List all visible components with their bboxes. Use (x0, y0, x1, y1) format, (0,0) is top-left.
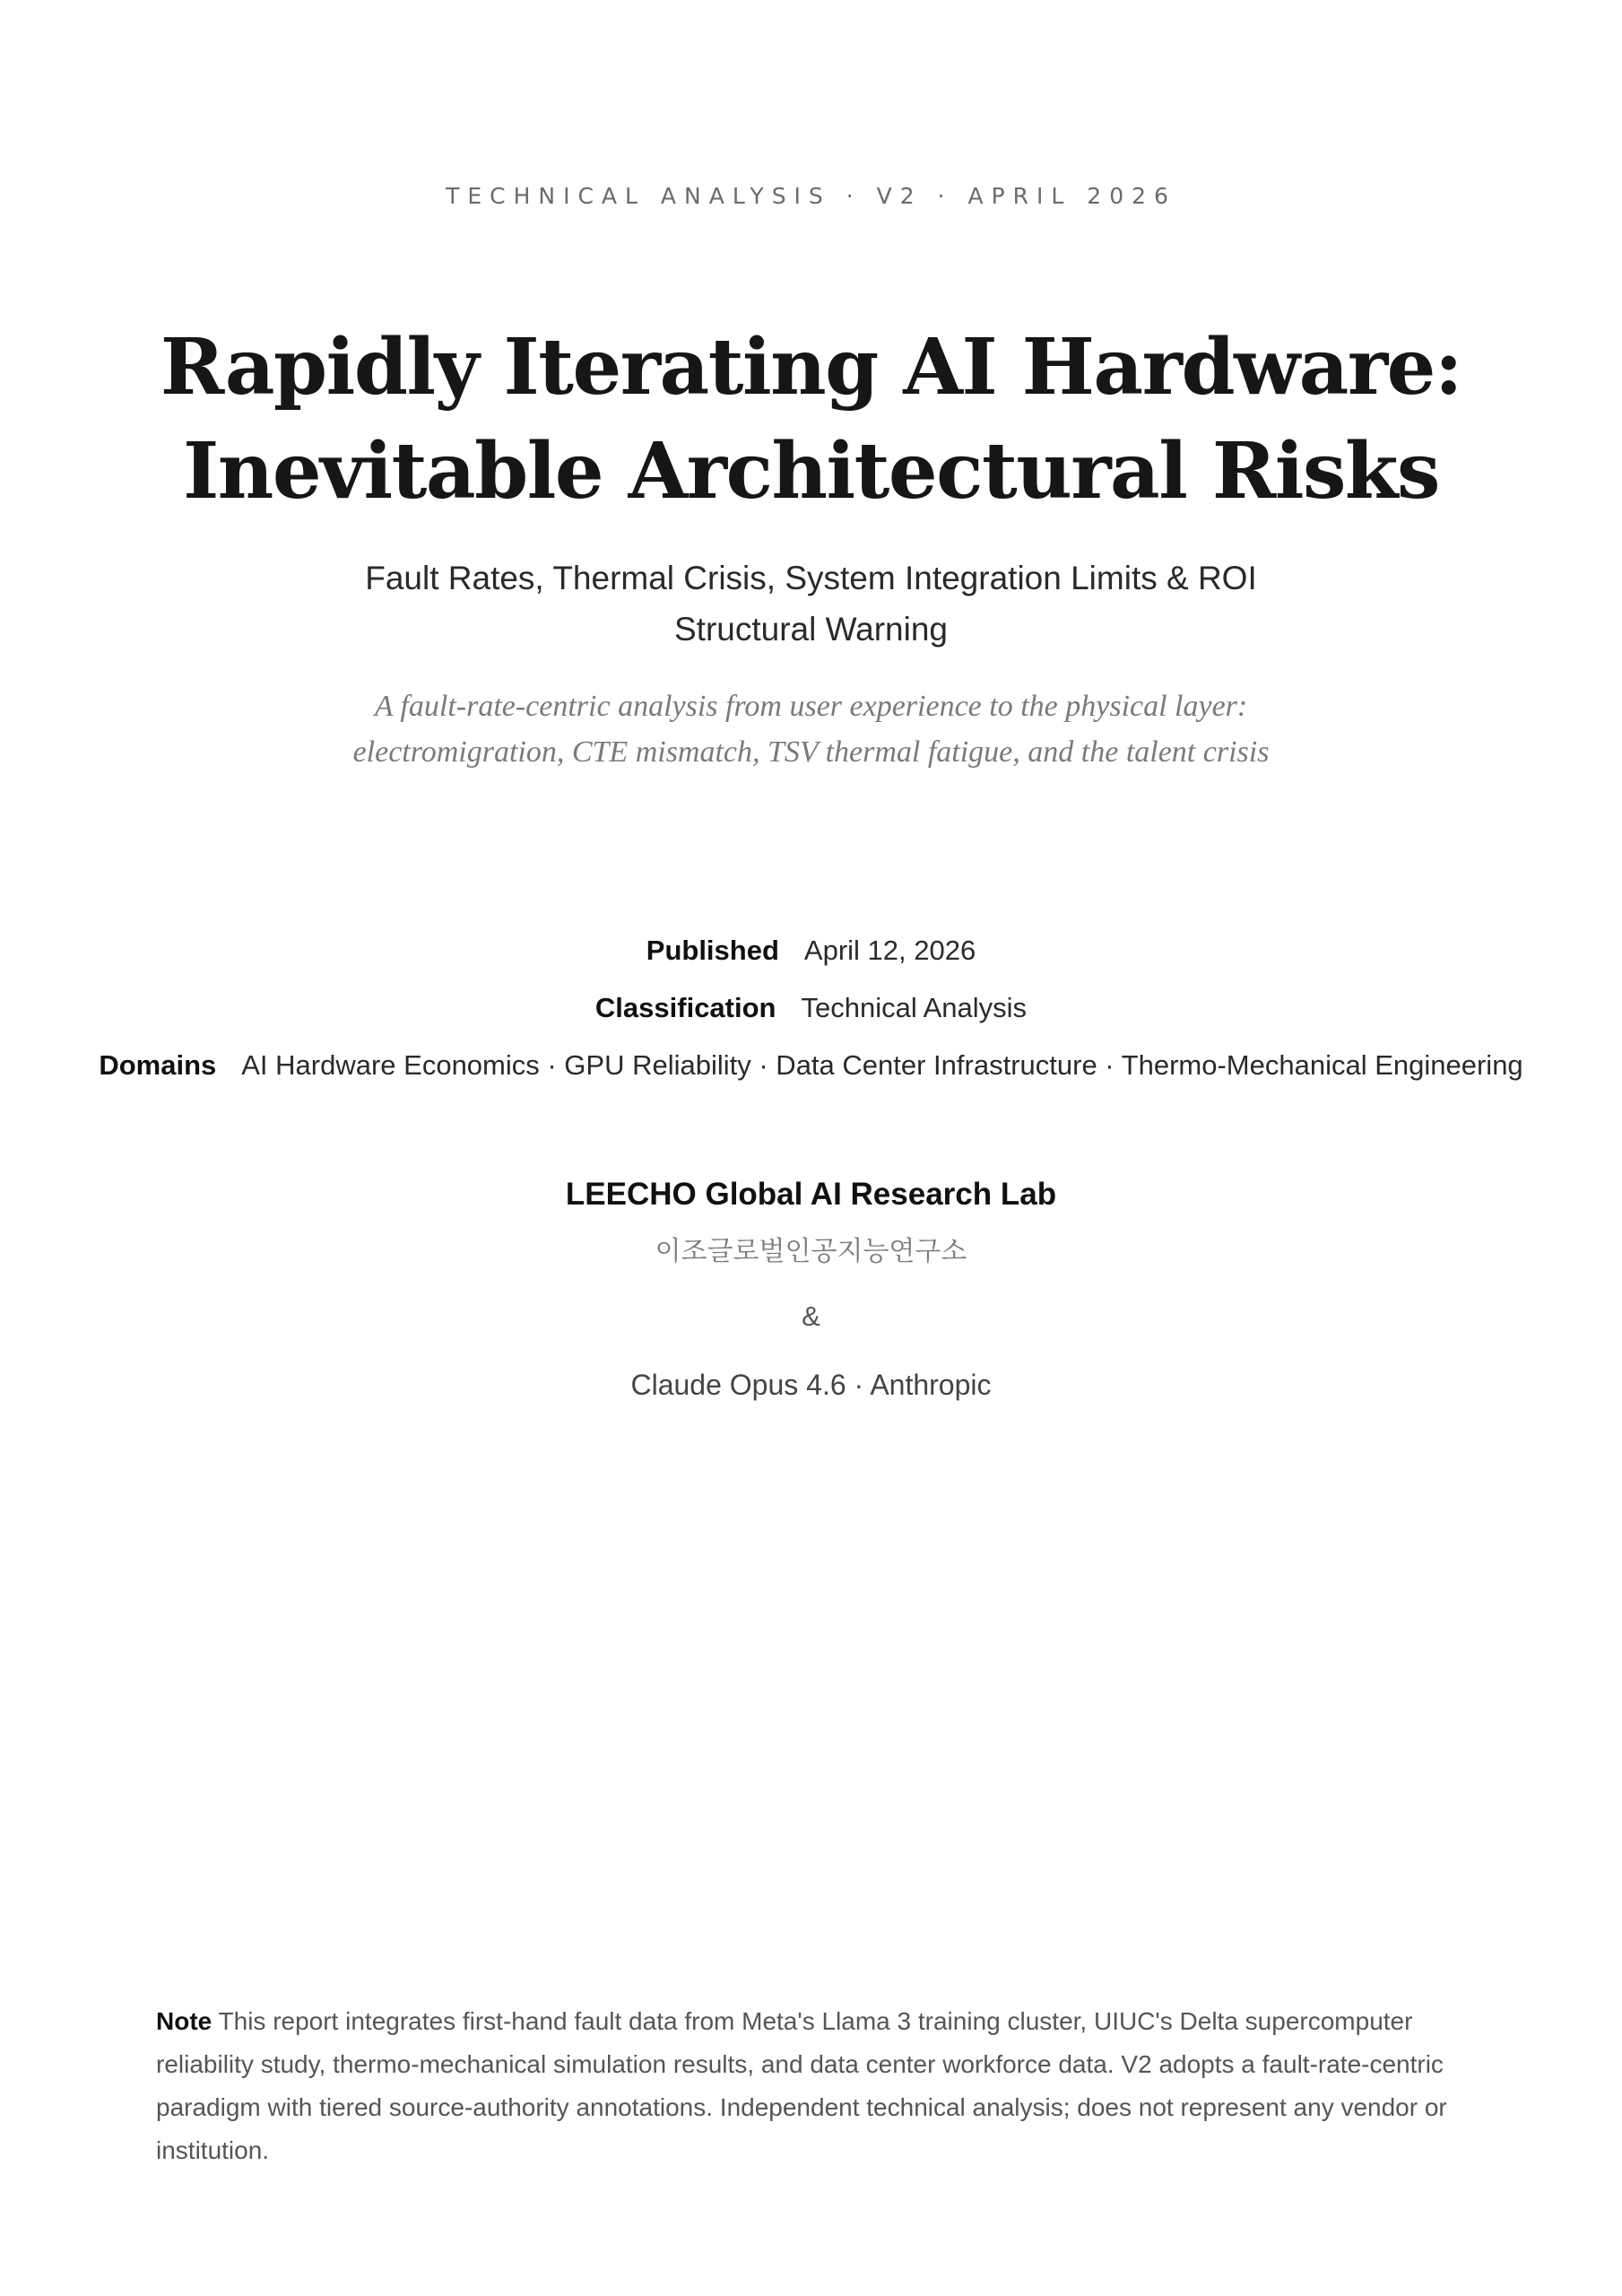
document-subtitle (269, 552, 1353, 655)
meta-domains-row (0, 1049, 1622, 1082)
published-label: Published (646, 935, 779, 966)
document-title (90, 316, 1532, 524)
meta-published-row (0, 935, 1622, 967)
document-eyebrow: TECHNICAL ANALYSIS · V2 · APRIL 2026 (446, 183, 1176, 209)
title-line-2: Inevitable Architectural Risks (183, 426, 1439, 517)
domains-value: AI Hardware Economics · GPU Reliability · Data Center Infrastructure · Thermo-Mechanical Engineering (241, 1049, 1523, 1081)
domains-label: Domains (99, 1049, 217, 1081)
document-note (156, 2000, 1465, 2172)
published-value: April 12, 2026 (803, 935, 976, 966)
author-org-korean: 이조글로벌인공지능연구소 (655, 1236, 967, 1267)
classification-label: Classification (594, 992, 776, 1023)
title-line-1: Rapidly Iterating AI Hardware: (160, 322, 1462, 413)
note-label: Note (156, 2007, 213, 2035)
tagline-line-2: electromigration, CTE mismatch, TSV thermal fatigue, and the talent crisis (352, 735, 1270, 769)
note-text: This report integrates first-hand fault data from Meta's Llama 3 training cluster, UIUC's Delta supercomputer reliability study, thermo-mechanical simulation results, and data center workforce data. V2 adopts a fault-rate-centric paradigm with tiered source-authority annotations. Independent technical analysis; does not represent any vendor or institution. (156, 2007, 1447, 2164)
author-org-name: LEECHO Global AI Research Lab (565, 1177, 1057, 1212)
author-coauthor: Claude Opus 4.6 · Anthropic (630, 1369, 992, 1401)
subtitle-line-1: Fault Rates, Thermal Crisis, System Integration Limits & ROI (365, 560, 1257, 596)
author-ampersand: & (802, 1300, 820, 1332)
tagline-line-1: A fault-rate-centric analysis from user experience to the physical layer: (374, 690, 1248, 723)
meta-classification-row (0, 992, 1622, 1024)
classification-value: Technical Analysis (801, 992, 1028, 1023)
document-tagline (224, 683, 1398, 775)
subtitle-line-2: Structural Warning (673, 611, 948, 648)
